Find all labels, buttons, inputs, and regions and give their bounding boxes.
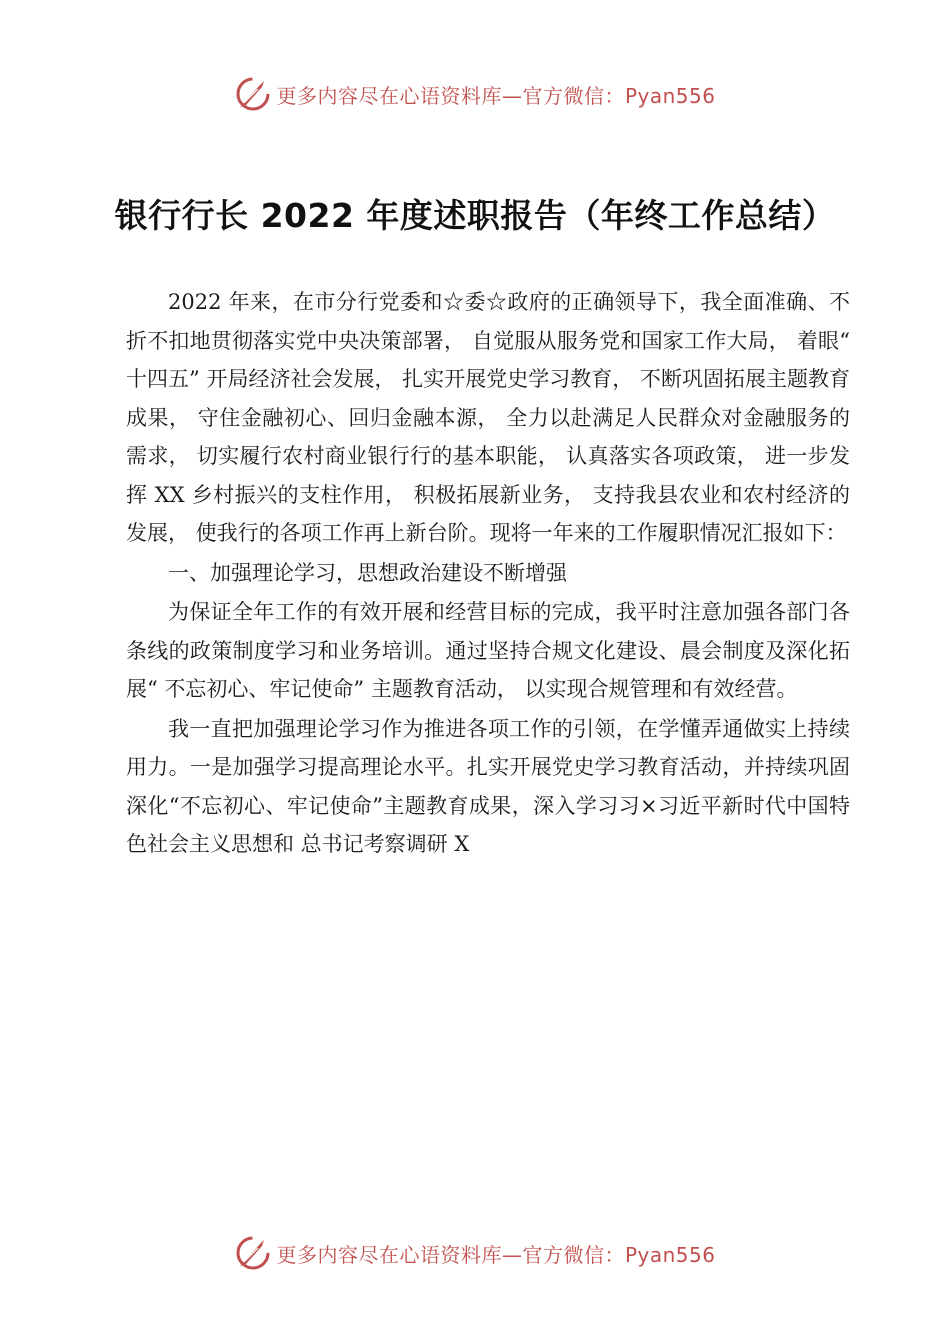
watermark-text: 更多内容尽在心语资料库—官方微信：Pyan556 <box>276 83 716 108</box>
footer-watermark <box>0 1233 950 1273</box>
paragraph-policy-study: 为保证全年工作的有效开展和经营目标的完成，我平时注意加强各部门各条线的政策制度学习和业务培训。通过坚持合规文化建设、晨会制度及深化拓展“ 不忘初心、牢记使命” 主题教育活动， 以实现合规管理和有效经营。 <box>126 600 850 701</box>
section-heading-1: 一、加强理论学习，思想政治建设不断增强 <box>168 560 567 585</box>
document-title: 银行行长 2022 年度述职报告（年终工作总结） <box>114 196 836 235</box>
watermark-text: 更多内容尽在心语资料库—官方微信：Pyan556 <box>276 1242 716 1267</box>
header-watermark <box>0 74 950 114</box>
paragraph-intro: 2022 年来，在市分行党委和☆委☆政府的正确领导下，我全面准确、不折不扣地贯彻落实党中央决策部署， 自觉服从服务党和国家工作大局， 着眼“ 十四五” 开局经济社会发展， 扎实开展党史学习教育， 不断巩固拓展主题教育成果， 守住金融初心、回归金融本源， 全力以赴满足人民群众对金融服务的需求， 切实履行农村商业银行行的基本职能， 认真落实各项政策， 进一步发挥 XX 乡村振兴的支柱作用， 积极拓展新业务， 支持我县农业和农村经济的发展， 使我行的各项工作再上新台阶。现将一年来的工作履职情况汇报如下： <box>126 290 850 545</box>
quill-seal-icon <box>234 1234 272 1272</box>
document-body <box>126 283 850 864</box>
paragraph-theory-study: 我一直把加强理论学习作为推进各项工作的引领，在学懂弄通做实上持续用力。一是加强学习提高理论水平。扎实开展党史学习教育活动，并持续巩固深化“不忘初心、牢记使命”主题教育成果，深入学习习×习近平新时代中国特色社会主义思想和 总书记考察调研 X <box>126 716 850 856</box>
quill-seal-icon <box>234 75 272 113</box>
